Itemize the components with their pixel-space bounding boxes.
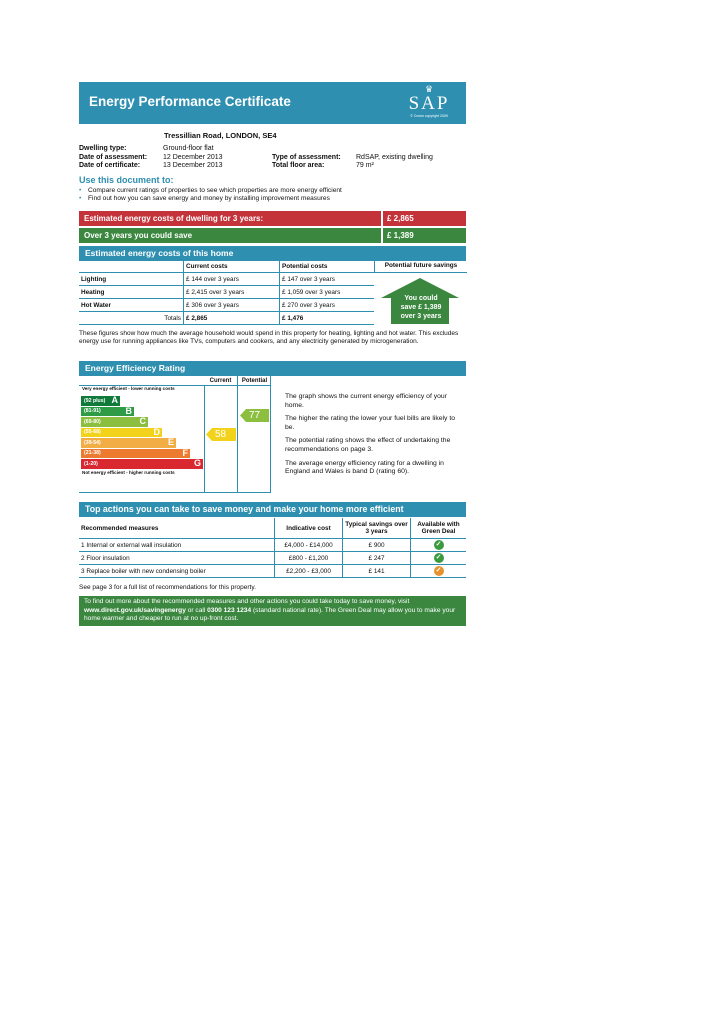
floor-area-value: 79 m² — [356, 162, 374, 170]
table-row-totals — [79, 312, 374, 325]
date-certificate-label: Date of certificate: — [79, 162, 141, 170]
eer-section-title: Energy Efficiency Rating — [79, 361, 466, 376]
efficient-note: Very energy efficient - lower running costs — [82, 386, 175, 391]
potential-rating-value: 77 — [249, 410, 261, 421]
cost-item-name: Hot Water — [79, 299, 184, 312]
chart-divider — [237, 375, 238, 493]
rating-band-d — [81, 428, 162, 438]
actions-header-measure: Recommended measures — [79, 518, 275, 539]
dwelling-type-label: Dwelling type: — [79, 145, 127, 152]
see-more-note: See page 3 for a full list of recommendations for this property. — [79, 584, 256, 591]
measure-cost: £2,200 - £3,000 — [275, 565, 343, 578]
cost-current: £ 306 over 3 years — [184, 299, 280, 312]
costs-header-current: Current costs — [184, 260, 280, 273]
checkmark-icon: ✓ — [434, 553, 444, 563]
sap-logo-text: SAP — [408, 93, 450, 114]
band-letter: D — [153, 426, 160, 437]
band-letter: E — [167, 437, 174, 447]
measure-name: 3 Replace boiler with new condensing boiler — [79, 565, 275, 578]
chart-divider — [204, 375, 271, 376]
band-range: (81-91) — [84, 408, 101, 414]
date-assessment-label: Date of assessment: — [79, 153, 148, 161]
date-certificate-value: 13 December 2013 — [163, 162, 223, 170]
chart-divider — [204, 386, 205, 492]
table-row — [79, 299, 374, 312]
estimated-cost-value: £ 2,865 — [383, 211, 466, 226]
type-assessment-label: Type of assessment: — [272, 153, 341, 161]
rating-band-g — [81, 459, 203, 469]
table-row — [79, 552, 466, 565]
costs-table — [79, 260, 374, 325]
band-letter: G — [193, 458, 201, 468]
band-range: (69-80) — [84, 418, 101, 425]
page-title: Energy Performance Certificate — [89, 94, 291, 109]
measure-cost: £800 - £1,200 — [275, 552, 343, 565]
cost-potential: £ 270 over 3 years — [280, 299, 375, 312]
rating-text: The higher the rating the lower your fuel bills are likely to be. — [285, 415, 456, 431]
cost-potential: £ 1,059 over 3 years — [280, 286, 375, 299]
phone-number: 0300 123 1234 — [207, 606, 252, 614]
band-letter: F — [182, 447, 188, 458]
current-rating-value: 58 — [215, 429, 227, 440]
potential-rating-arrow — [240, 409, 269, 422]
costs-header-potential: Potential costs — [280, 260, 375, 273]
band-letter: A — [111, 395, 118, 405]
savings-label: Over 3 years you could save — [79, 228, 381, 243]
logo-copyright: © Crown copyright 2009 — [410, 114, 448, 118]
actions-header-cost: Indicative cost — [275, 518, 343, 539]
footer-text: To find out more about the recommended measures and other actions you could take today to save money, visit — [84, 598, 410, 605]
band-letter: C — [139, 416, 146, 426]
rating-band-a — [81, 396, 120, 406]
chart-divider — [270, 375, 271, 493]
sap-logo — [400, 85, 458, 121]
estimated-cost-label: Estimated energy costs of dwelling for 3 years: — [79, 211, 381, 226]
potential-column-header: Potential — [241, 378, 268, 384]
use-document-heading: Use this document to: — [79, 175, 174, 185]
current-column-header: Current — [209, 378, 232, 384]
checkmark-icon: ✓ — [434, 566, 444, 576]
green-deal-cell — [411, 552, 467, 565]
cost-potential: £ 147 over 3 years — [280, 273, 375, 286]
measure-name: 1 Internal or external wall insulation — [79, 539, 275, 552]
totals-potential: £ 1,476 — [280, 312, 375, 325]
table-row — [79, 273, 374, 286]
rating-text: The average energy efficiency rating for a dwelling in England and Wales is band D (rating 60). — [285, 459, 444, 476]
advice-footer — [79, 596, 466, 626]
table-row — [79, 286, 374, 299]
cost-current: £ 2,415 over 3 years — [184, 286, 280, 299]
table-row — [79, 539, 466, 552]
rating-explanation — [285, 393, 466, 482]
cost-current: £ 144 over 3 years — [184, 273, 280, 286]
use-document-item: • Compare current ratings of properties to see which properties are more energy efficient — [79, 187, 342, 195]
certificate-header — [79, 82, 466, 124]
measure-saving: £ 900 — [343, 539, 411, 552]
rating-band-c — [81, 417, 148, 427]
green-deal-cell — [411, 565, 467, 578]
use-document-item: • Find out how you can save energy and money by installing improvement measures — [79, 195, 342, 203]
future-savings-header: Potential future savings — [374, 260, 467, 273]
actions-header-savings: Typical savings over 3 years — [343, 518, 411, 539]
checkmark-icon: ✓ — [434, 540, 444, 550]
band-letter: B — [125, 405, 132, 416]
costs-note: These figures show how much the average household would spend in this property for heating, lighting and hot water. This excludes energy use for running appliances like TVs, computers and cookers, and any electricity generated by microgeneration. — [79, 330, 459, 346]
savings-house-text: You could save £ 1,389 over 3 years — [400, 295, 442, 320]
property-address: Tressillian Road, LONDON, SE4 — [164, 131, 277, 140]
crown-icon: ♛ — [424, 84, 434, 94]
energy-rating-section — [79, 375, 466, 495]
totals-label: Totals — [79, 312, 184, 325]
inefficient-note: Not energy efficient - higher running costs — [82, 470, 175, 475]
totals-current: £ 2,865 — [184, 312, 280, 325]
actions-table — [79, 518, 466, 578]
actions-header-green-deal: Available with Green Deal — [411, 518, 467, 539]
measure-cost: £4,000 - £14,000 — [275, 539, 343, 552]
certificate-page — [79, 82, 466, 622]
floor-area-label: Total floor area: — [272, 162, 325, 170]
band-range: (21-38) — [84, 450, 101, 456]
chart-divider — [79, 492, 271, 493]
rating-text: The graph shows the current energy efficiency of your home. — [285, 393, 447, 409]
green-deal-cell — [411, 539, 467, 552]
savingenergy-link[interactable]: www.direct.gov.uk/savingenergy — [84, 606, 186, 614]
estimated-cost-bar — [79, 211, 466, 226]
table-row — [79, 565, 466, 578]
band-range: (92 plus) — [84, 397, 106, 404]
savings-value: £ 1,389 — [383, 228, 466, 243]
band-range: (55-68) — [84, 429, 101, 435]
rating-band-b — [81, 407, 134, 417]
measure-saving: £ 247 — [343, 552, 411, 565]
type-assessment-value: RdSAP, existing dwelling — [356, 153, 433, 161]
cost-item-name: Heating — [79, 286, 184, 299]
cost-item-name: Lighting — [79, 273, 184, 286]
band-range: (1-20) — [84, 460, 98, 467]
savings-bar — [79, 228, 466, 243]
date-assessment-value: 12 December 2013 — [163, 153, 223, 161]
property-details-right — [272, 154, 433, 171]
actions-section-title: Top actions you can take to save money and make your home more efficient — [79, 502, 466, 517]
savings-house-graphic — [374, 272, 466, 326]
energy-rating-chart — [79, 375, 271, 493]
measure-name: 2 Floor insulation — [79, 552, 275, 565]
rating-band-f — [81, 449, 190, 459]
property-details-left — [79, 145, 223, 171]
dwelling-type-value: Ground-floor flat — [163, 145, 214, 152]
current-rating-arrow — [206, 428, 236, 441]
use-document-list — [79, 187, 342, 203]
costs-section-title: Estimated energy costs of this home — [79, 246, 466, 261]
footer-text: (standard national rate). The Green Deal may allow you to make your home warmer and cheaper to run at no up-front cost. — [84, 606, 456, 622]
rating-band-e — [81, 438, 176, 448]
rating-text: The potential rating shows the effect of undertaking the recommendations on page 3. — [285, 437, 451, 453]
band-range: (39-54) — [84, 439, 101, 446]
footer-text: or call — [185, 606, 208, 614]
costs-header-blank — [79, 260, 184, 273]
measure-saving: £ 141 — [343, 565, 411, 578]
